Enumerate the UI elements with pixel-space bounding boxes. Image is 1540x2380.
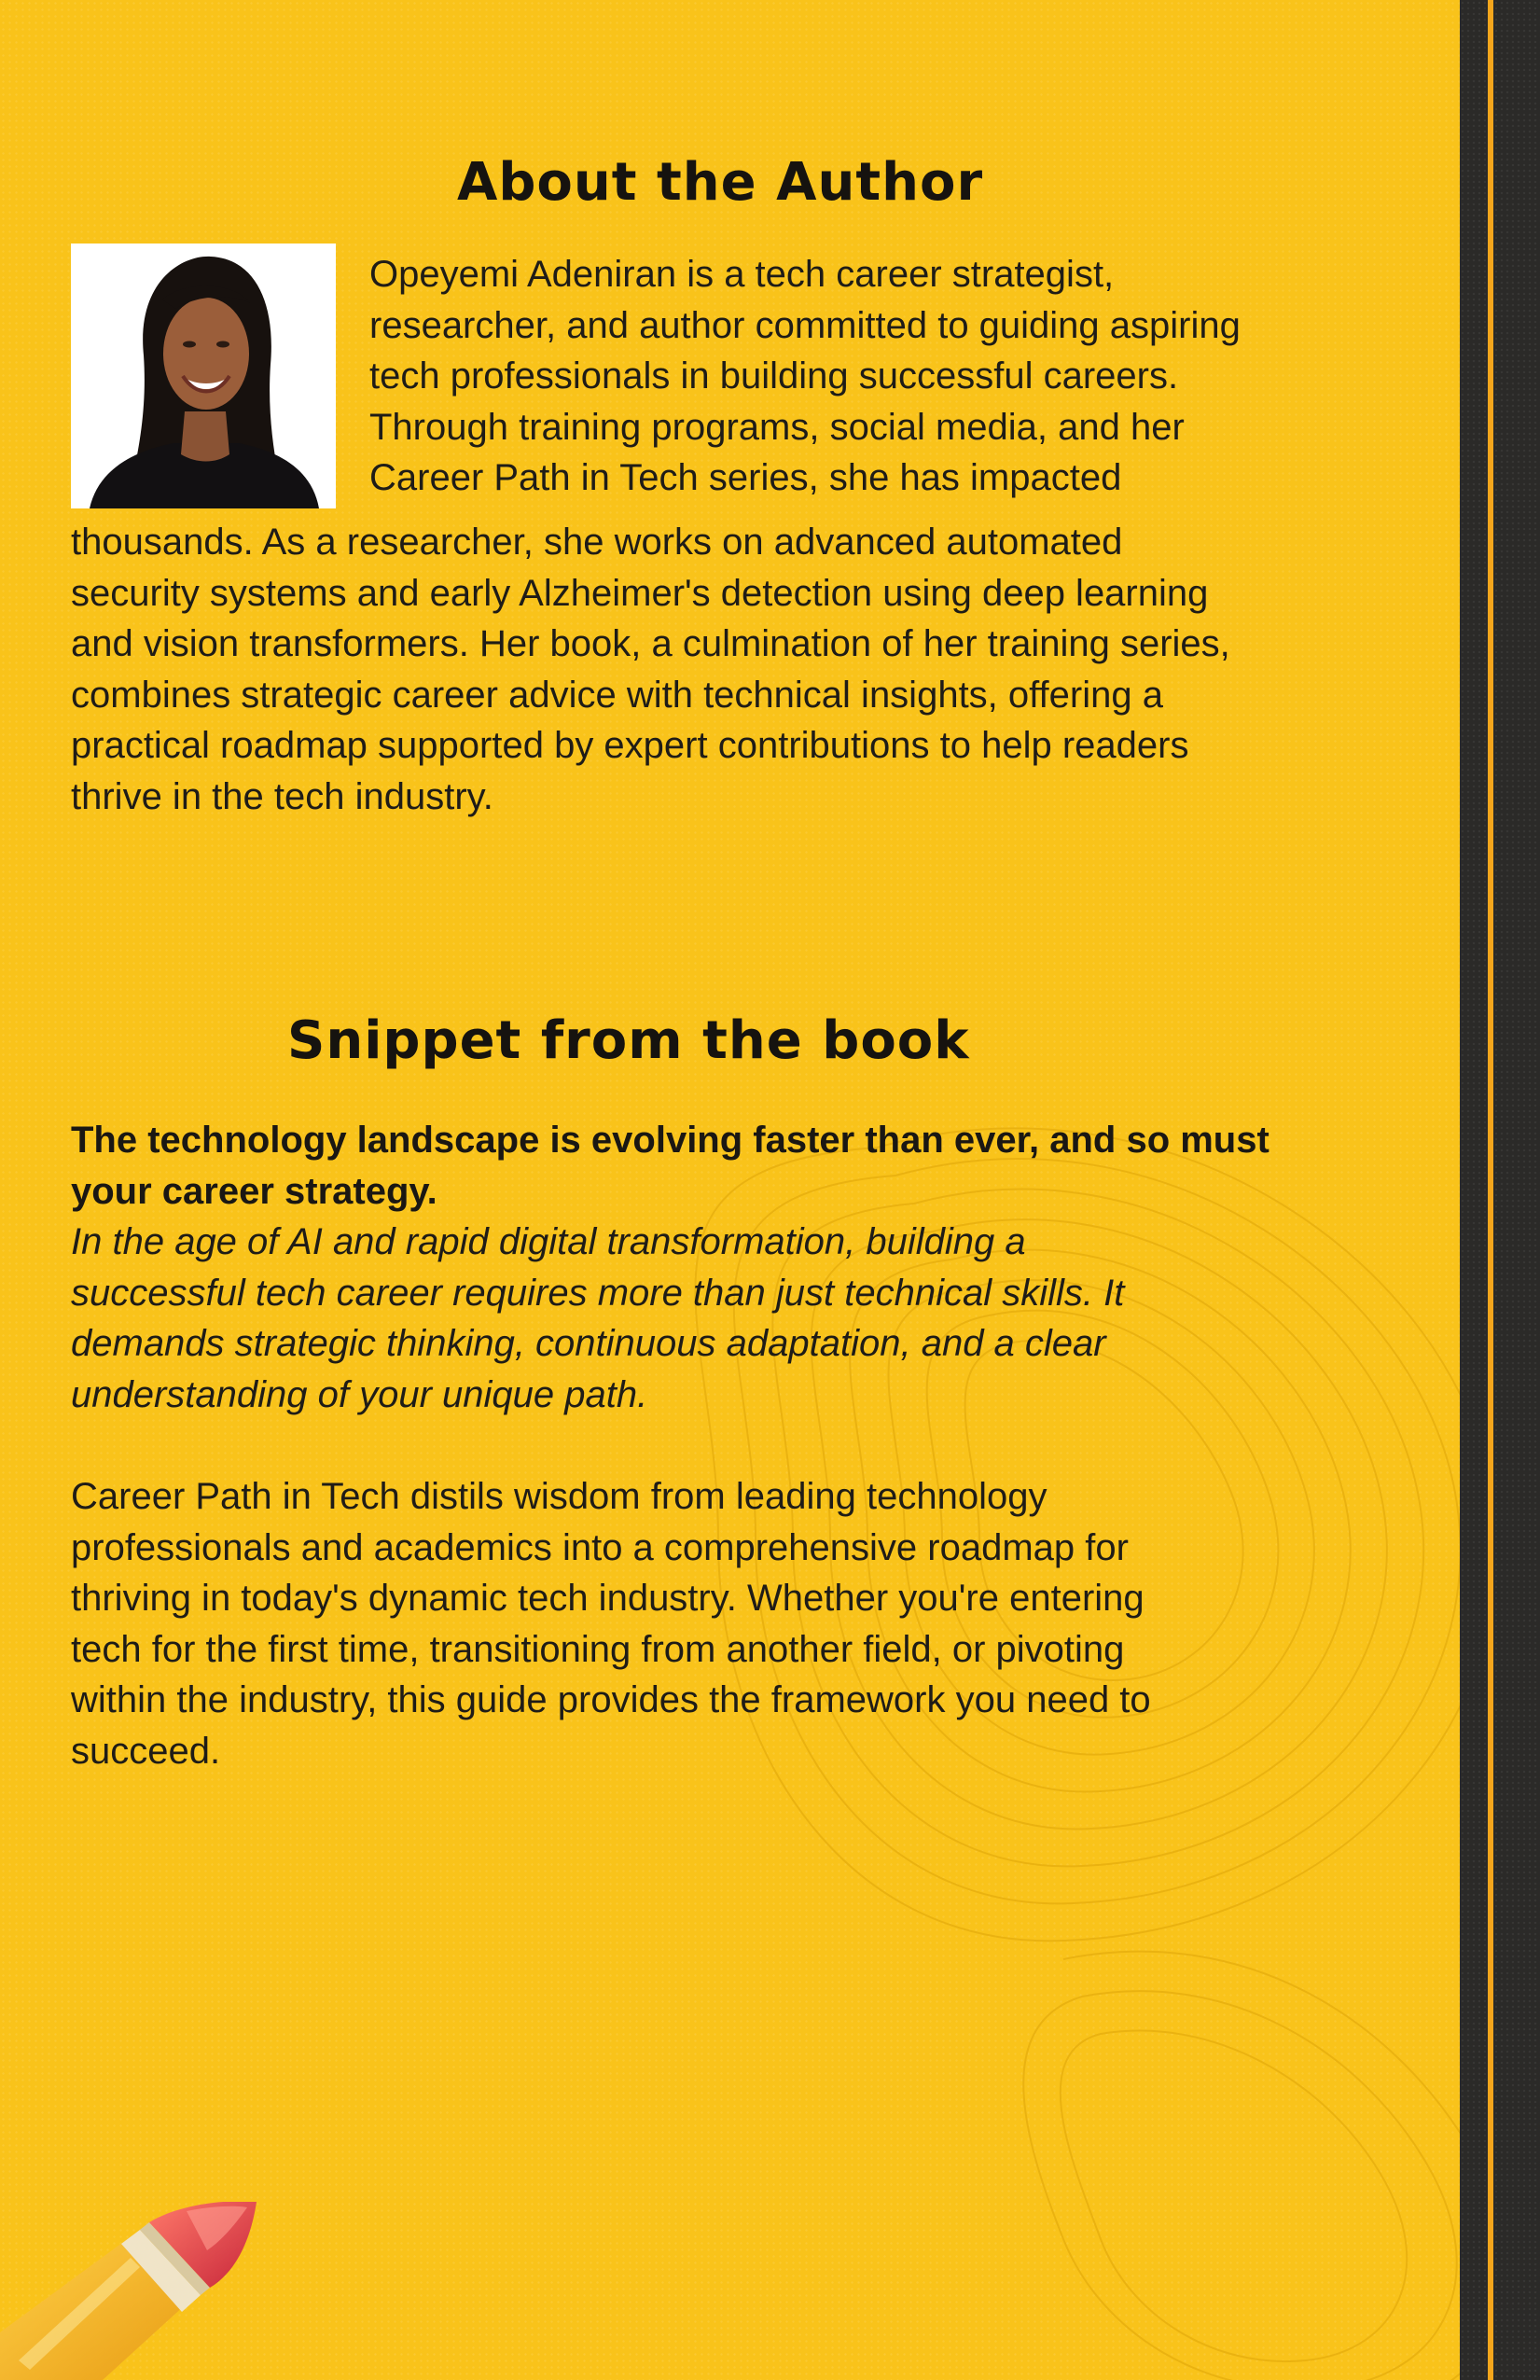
italic-line: demands strategic thinking, continuous adaptation, and a clear	[71, 1323, 1106, 1365]
bio-line: Through training programs, social media, and her	[369, 406, 1185, 448]
bio-line: Career Path in Tech series, she has impacted	[369, 457, 1122, 499]
italic-line: successful tech career requires more than just technical skills. It	[71, 1272, 1125, 1314]
snippet-lead	[71, 1115, 1269, 1217]
lead-line: The technology landscape is evolving faster than ever, and so must	[71, 1120, 1269, 1161]
side-stripe	[1488, 0, 1493, 2380]
bio-line: thousands. As a researcher, she works on advanced automated	[71, 522, 1123, 563]
bio-line: thrive in the tech industry.	[71, 775, 493, 817]
about-author-heading: About the Author	[457, 152, 984, 213]
bio-line: security systems and early Alzheimer's detection using deep learning	[71, 572, 1209, 614]
snippet-italic-paragraph	[71, 1217, 1124, 1420]
pencil-icon	[0, 2202, 280, 2380]
body-line: thriving in today's dynamic tech industry. Whether you're entering	[71, 1578, 1145, 1620]
body-line: within the industry, this guide provides the framework you need to	[71, 1679, 1151, 1721]
italic-line: understanding of your unique path.	[71, 1373, 648, 1415]
bio-line: practical roadmap supported by expert contributions to help readers	[71, 725, 1189, 767]
body-line: Career Path in Tech distils wisdom from leading technology	[71, 1476, 1047, 1517]
bio-line: tech professionals in building successful careers.	[369, 355, 1179, 397]
italic-line: In the age of AI and rapid digital transformation, building a	[71, 1221, 1026, 1262]
body-line: professionals and academics into a comprehensive roadmap for	[71, 1526, 1129, 1568]
author-bio-continued	[71, 517, 1230, 823]
snippet-body-paragraph	[71, 1471, 1151, 1777]
bio-line: combines strategic career advice with technical insights, offering a	[71, 674, 1163, 716]
body-line: tech for the first time, transitioning from another field, or pivoting	[71, 1628, 1125, 1670]
body-line: succeed.	[71, 1730, 221, 1772]
bio-line: and vision transformers. Her book, a culmination of her training series,	[71, 623, 1230, 665]
author-bio-intro	[369, 249, 1241, 504]
bio-line: Opeyemi Adeniran is a tech career strategist,	[369, 254, 1115, 295]
snippet-heading: Snippet from the book	[287, 1010, 970, 1071]
side-strip	[1460, 0, 1540, 2380]
lead-line: your career strategy.	[71, 1170, 437, 1212]
author-photo	[71, 244, 336, 508]
bio-line: researcher, and author committed to guiding aspiring	[369, 304, 1241, 346]
